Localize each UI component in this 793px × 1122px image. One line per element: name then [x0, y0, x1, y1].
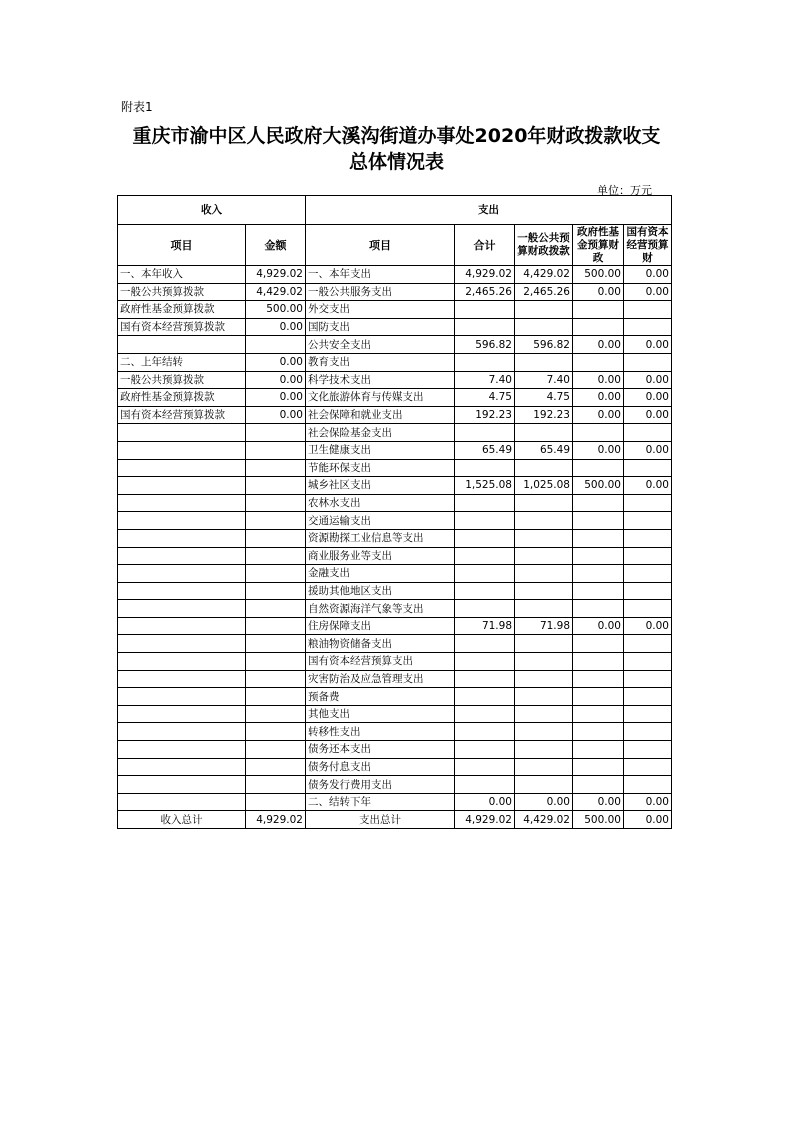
expense-total: 4,929.02 [455, 811, 515, 829]
expense-total-cell [455, 494, 515, 512]
expense-item-cell: 外交支出 [306, 301, 455, 319]
income-amount-cell: 0.00 [246, 353, 306, 371]
general-budget-cell [515, 741, 573, 759]
table-row [118, 318, 672, 336]
expense-item-cell: 公共安全支出 [306, 336, 455, 354]
gov-fund-cell [573, 318, 624, 336]
expense-item-cell: 粮油物资储备支出 [306, 635, 455, 653]
expense-total-cell [455, 529, 515, 547]
state-capital-cell [624, 494, 672, 512]
general-budget-cell [515, 318, 573, 336]
general-budget-cell [515, 512, 573, 530]
table-row [118, 336, 672, 354]
expense-item-cell: 科学技术支出 [306, 371, 455, 389]
table-row [118, 793, 672, 811]
budget-table [117, 195, 672, 829]
expense-total-cell [455, 459, 515, 477]
table-row [118, 776, 672, 794]
expense-item-cell: 预备费 [306, 688, 455, 706]
expense-item-header: 项目 [306, 225, 455, 266]
totals-row [118, 811, 672, 829]
table-row [118, 529, 672, 547]
gov-fund-cell [573, 565, 624, 583]
table-row [118, 705, 672, 723]
state-capital-cell [624, 565, 672, 583]
expense-total-cell: 7.40 [455, 371, 515, 389]
state-capital-cell [624, 512, 672, 530]
expense-total-cell: 2,465.26 [455, 283, 515, 301]
title-line-2: 总体情况表 [348, 151, 444, 173]
gov-fund-cell [573, 512, 624, 530]
expense-item-cell: 住房保障支出 [306, 617, 455, 635]
unit-label: 单位：万元 [597, 184, 652, 197]
expense-total-capital: 0.00 [624, 811, 672, 829]
gov-fund-cell [573, 635, 624, 653]
state-capital-cell [624, 758, 672, 776]
income-amount-cell [246, 441, 306, 459]
state-capital-cell: 0.00 [624, 406, 672, 424]
income-section-header: 收入 [118, 196, 306, 225]
expense-item-cell: 农林水支出 [306, 494, 455, 512]
expense-item-cell: 灾害防治及应急管理支出 [306, 670, 455, 688]
general-budget-cell [515, 494, 573, 512]
table-row [118, 653, 672, 671]
expense-total-cell: 192.23 [455, 406, 515, 424]
table-row [118, 283, 672, 301]
gov-fund-cell: 0.00 [573, 793, 624, 811]
income-amount-cell [246, 617, 306, 635]
general-budget-cell: 71.98 [515, 617, 573, 635]
income-amount-cell: 0.00 [246, 371, 306, 389]
expense-total-cell: 4.75 [455, 389, 515, 407]
gov-fund-cell [573, 353, 624, 371]
general-budget-cell [515, 723, 573, 741]
expense-total-cell [455, 776, 515, 794]
expense-item-cell: 城乡社区支出 [306, 477, 455, 495]
income-amount-cell: 0.00 [246, 318, 306, 336]
income-amount-cell [246, 635, 306, 653]
annex-label: 附表1 [121, 100, 153, 114]
table-body [118, 266, 672, 811]
expense-total-cell [455, 582, 515, 600]
income-amount-cell [246, 529, 306, 547]
state-capital-cell: 0.00 [624, 617, 672, 635]
general-budget-cell [515, 547, 573, 565]
state-capital-cell [624, 353, 672, 371]
expense-item-cell: 卫生健康支出 [306, 441, 455, 459]
expense-total-cell: 0.00 [455, 793, 515, 811]
general-budget-cell [515, 600, 573, 618]
state-capital-cell [624, 600, 672, 618]
gov-fund-cell [573, 600, 624, 618]
expense-total-cell [455, 353, 515, 371]
income-amount-cell: 500.00 [246, 301, 306, 319]
expense-total-cell [455, 301, 515, 319]
income-item-cell [118, 336, 246, 354]
income-amount-cell [246, 653, 306, 671]
income-amount-cell [246, 670, 306, 688]
expense-total-cell [455, 424, 515, 442]
income-amount-cell [246, 582, 306, 600]
gov-fund-cell [573, 529, 624, 547]
income-item-cell [118, 688, 246, 706]
income-item-cell [118, 512, 246, 530]
expense-total-cell [455, 547, 515, 565]
general-budget-cell: 0.00 [515, 793, 573, 811]
gov-fund-cell: 0.00 [573, 441, 624, 459]
title-line-1: 重庆市渝中区人民政府大溪沟街道办事处2020年财政拨款收支 [132, 125, 661, 147]
income-item-cell: 一般公共预算拨款 [118, 371, 246, 389]
income-item-cell [118, 705, 246, 723]
expense-section-header: 支出 [306, 196, 672, 225]
general-budget-cell [515, 565, 573, 583]
income-amount-cell [246, 459, 306, 477]
state-capital-cell [624, 582, 672, 600]
gov-fund-cell: 0.00 [573, 389, 624, 407]
general-budget-cell: 596.82 [515, 336, 573, 354]
state-capital-cell [624, 424, 672, 442]
expense-item-cell: 金融支出 [306, 565, 455, 583]
income-item-cell: 政府性基金预算拨款 [118, 389, 246, 407]
income-item-cell [118, 565, 246, 583]
expense-total-label: 支出总计 [306, 811, 455, 829]
income-item-cell [118, 723, 246, 741]
income-total-label: 收入总计 [118, 811, 246, 829]
income-item-cell [118, 582, 246, 600]
general-budget-cell: 192.23 [515, 406, 573, 424]
expense-total-cell [455, 600, 515, 618]
gov-fund-cell [573, 547, 624, 565]
state-capital-cell [624, 529, 672, 547]
gov-fund-cell [573, 670, 624, 688]
state-capital-cell [624, 688, 672, 706]
table-row [118, 441, 672, 459]
expense-item-cell: 转移性支出 [306, 723, 455, 741]
income-item-cell [118, 459, 246, 477]
gov-fund-cell [573, 758, 624, 776]
gov-fund-cell: 500.00 [573, 477, 624, 495]
expense-total-fund: 500.00 [573, 811, 624, 829]
gov-fund-cell [573, 459, 624, 477]
expense-item-cell: 教育支出 [306, 353, 455, 371]
general-budget-cell [515, 635, 573, 653]
state-capital-cell: 0.00 [624, 266, 672, 284]
general-budget-cell [515, 758, 573, 776]
income-item-cell [118, 424, 246, 442]
state-capital-cell: 0.00 [624, 441, 672, 459]
state-capital-cell [624, 547, 672, 565]
income-amount-cell [246, 424, 306, 442]
state-capital-cell: 0.00 [624, 336, 672, 354]
state-capital-cell: 0.00 [624, 371, 672, 389]
table-row [118, 617, 672, 635]
income-amount-header: 金额 [246, 225, 306, 266]
expense-total-cell [455, 565, 515, 583]
expense-total-cell: 71.98 [455, 617, 515, 635]
expense-item-cell: 资源勘探工业信息等支出 [306, 529, 455, 547]
expense-item-cell: 一、本年支出 [306, 266, 455, 284]
expense-item-cell: 社会保险基金支出 [306, 424, 455, 442]
general-budget-cell [515, 353, 573, 371]
income-amount-cell: 0.00 [246, 389, 306, 407]
state-capital-cell [624, 776, 672, 794]
general-budget-cell [515, 670, 573, 688]
income-item-cell [118, 477, 246, 495]
general-budget-cell [515, 529, 573, 547]
income-amount-cell: 4,929.02 [246, 266, 306, 284]
expense-total-cell [455, 653, 515, 671]
income-item-cell [118, 617, 246, 635]
expense-total-cell [455, 688, 515, 706]
table-row [118, 758, 672, 776]
general-budget-header: 一般公共预算财政拨款 [515, 225, 573, 266]
gov-fund-header: 政府性基金预算财政 [573, 225, 624, 266]
table-row [118, 353, 672, 371]
table-row [118, 459, 672, 477]
gov-fund-cell: 0.00 [573, 617, 624, 635]
table-row [118, 565, 672, 583]
income-amount-cell [246, 705, 306, 723]
total-header: 合计 [455, 225, 515, 266]
gov-fund-cell [573, 741, 624, 759]
expense-item-cell: 文化旅游体育与传媒支出 [306, 389, 455, 407]
table-row [118, 301, 672, 319]
gov-fund-cell [573, 424, 624, 442]
expense-item-cell: 国防支出 [306, 318, 455, 336]
document-title [0, 123, 793, 175]
state-capital-cell [624, 723, 672, 741]
income-amount-cell [246, 512, 306, 530]
expense-item-cell: 援助其他地区支出 [306, 582, 455, 600]
gov-fund-cell: 0.00 [573, 371, 624, 389]
table-row [118, 512, 672, 530]
income-item-cell: 国有资本经营预算拨款 [118, 318, 246, 336]
expense-total-cell: 596.82 [455, 336, 515, 354]
table-row [118, 266, 672, 284]
state-capital-cell: 0.00 [624, 283, 672, 301]
gov-fund-cell [573, 653, 624, 671]
section-header-row [118, 196, 672, 225]
income-amount-cell: 4,429.02 [246, 283, 306, 301]
expense-item-cell: 债务发行费用支出 [306, 776, 455, 794]
expense-item-cell: 一般公共服务支出 [306, 283, 455, 301]
expense-total-cell [455, 723, 515, 741]
income-total-amount: 4,929.02 [246, 811, 306, 829]
expense-total-cell [455, 758, 515, 776]
expense-total-cell [455, 635, 515, 653]
expense-item-cell: 其他支出 [306, 705, 455, 723]
table-row [118, 371, 672, 389]
state-capital-cell [624, 635, 672, 653]
expense-item-cell: 国有资本经营预算支出 [306, 653, 455, 671]
gov-fund-cell [573, 301, 624, 319]
table-row [118, 723, 672, 741]
general-budget-cell [515, 653, 573, 671]
income-item-cell: 政府性基金预算拨款 [118, 301, 246, 319]
table-row [118, 477, 672, 495]
state-capital-cell [624, 459, 672, 477]
expense-total-cell [455, 318, 515, 336]
column-header-row [118, 225, 672, 266]
gov-fund-cell [573, 776, 624, 794]
general-budget-cell: 65.49 [515, 441, 573, 459]
income-amount-cell [246, 336, 306, 354]
general-budget-cell [515, 582, 573, 600]
general-budget-cell [515, 301, 573, 319]
general-budget-cell: 4,429.02 [515, 266, 573, 284]
income-item-cell [118, 441, 246, 459]
expense-total-cell: 65.49 [455, 441, 515, 459]
state-capital-cell [624, 318, 672, 336]
expense-item-cell: 交通运输支出 [306, 512, 455, 530]
table-row [118, 424, 672, 442]
income-item-cell: 一、本年收入 [118, 266, 246, 284]
income-item-cell: 一般公共预算拨款 [118, 283, 246, 301]
state-capital-cell [624, 705, 672, 723]
income-item-cell: 国有资本经营预算拨款 [118, 406, 246, 424]
expense-item-cell: 节能环保支出 [306, 459, 455, 477]
state-capital-header: 国有资本经营预算财 [624, 225, 672, 266]
expense-item-cell: 自然资源海洋气象等支出 [306, 600, 455, 618]
gov-fund-cell [573, 494, 624, 512]
gov-fund-cell: 0.00 [573, 283, 624, 301]
general-budget-cell [515, 776, 573, 794]
income-item-header: 项目 [118, 225, 246, 266]
table-row [118, 688, 672, 706]
income-item-cell [118, 529, 246, 547]
expense-total-general: 4,429.02 [515, 811, 573, 829]
gov-fund-cell: 500.00 [573, 266, 624, 284]
table-row [118, 741, 672, 759]
income-amount-cell [246, 776, 306, 794]
table-row [118, 670, 672, 688]
income-item-cell: 二、上年结转 [118, 353, 246, 371]
gov-fund-cell: 0.00 [573, 406, 624, 424]
income-item-cell [118, 600, 246, 618]
gov-fund-cell [573, 582, 624, 600]
general-budget-cell [515, 424, 573, 442]
income-amount-cell [246, 688, 306, 706]
table-row [118, 600, 672, 618]
income-item-cell [118, 776, 246, 794]
table-row [118, 494, 672, 512]
income-item-cell [118, 494, 246, 512]
income-amount-cell [246, 477, 306, 495]
table-row [118, 582, 672, 600]
expense-item-cell: 二、结转下年 [306, 793, 455, 811]
income-amount-cell [246, 565, 306, 583]
income-item-cell [118, 758, 246, 776]
table-row [118, 635, 672, 653]
expense-total-cell [455, 741, 515, 759]
income-item-cell [118, 741, 246, 759]
expense-total-cell [455, 705, 515, 723]
state-capital-cell [624, 741, 672, 759]
income-item-cell [118, 547, 246, 565]
expense-item-cell: 债务付息支出 [306, 758, 455, 776]
income-amount-cell [246, 600, 306, 618]
income-amount-cell [246, 793, 306, 811]
income-amount-cell [246, 494, 306, 512]
expense-item-cell: 债务还本支出 [306, 741, 455, 759]
income-item-cell [118, 653, 246, 671]
gov-fund-cell [573, 705, 624, 723]
general-budget-cell [515, 705, 573, 723]
income-amount-cell [246, 741, 306, 759]
state-capital-cell [624, 653, 672, 671]
general-budget-cell [515, 459, 573, 477]
income-item-cell [118, 670, 246, 688]
expense-total-cell: 1,525.08 [455, 477, 515, 495]
general-budget-cell: 4.75 [515, 389, 573, 407]
state-capital-cell: 0.00 [624, 793, 672, 811]
expense-item-cell: 商业服务业等支出 [306, 547, 455, 565]
state-capital-cell: 0.00 [624, 477, 672, 495]
expense-total-cell [455, 512, 515, 530]
expense-total-cell [455, 670, 515, 688]
general-budget-cell: 2,465.26 [515, 283, 573, 301]
state-capital-cell [624, 670, 672, 688]
table-row [118, 547, 672, 565]
income-amount-cell [246, 758, 306, 776]
income-amount-cell: 0.00 [246, 406, 306, 424]
gov-fund-cell [573, 688, 624, 706]
gov-fund-cell: 0.00 [573, 336, 624, 354]
general-budget-cell: 7.40 [515, 371, 573, 389]
table-row [118, 389, 672, 407]
income-amount-cell [246, 547, 306, 565]
general-budget-cell: 1,025.08 [515, 477, 573, 495]
table-row [118, 406, 672, 424]
expense-item-cell: 社会保障和就业支出 [306, 406, 455, 424]
expense-total-cell: 4,929.02 [455, 266, 515, 284]
income-amount-cell [246, 723, 306, 741]
general-budget-cell [515, 688, 573, 706]
income-item-cell [118, 793, 246, 811]
gov-fund-cell [573, 723, 624, 741]
state-capital-cell: 0.00 [624, 389, 672, 407]
state-capital-cell [624, 301, 672, 319]
income-item-cell [118, 635, 246, 653]
